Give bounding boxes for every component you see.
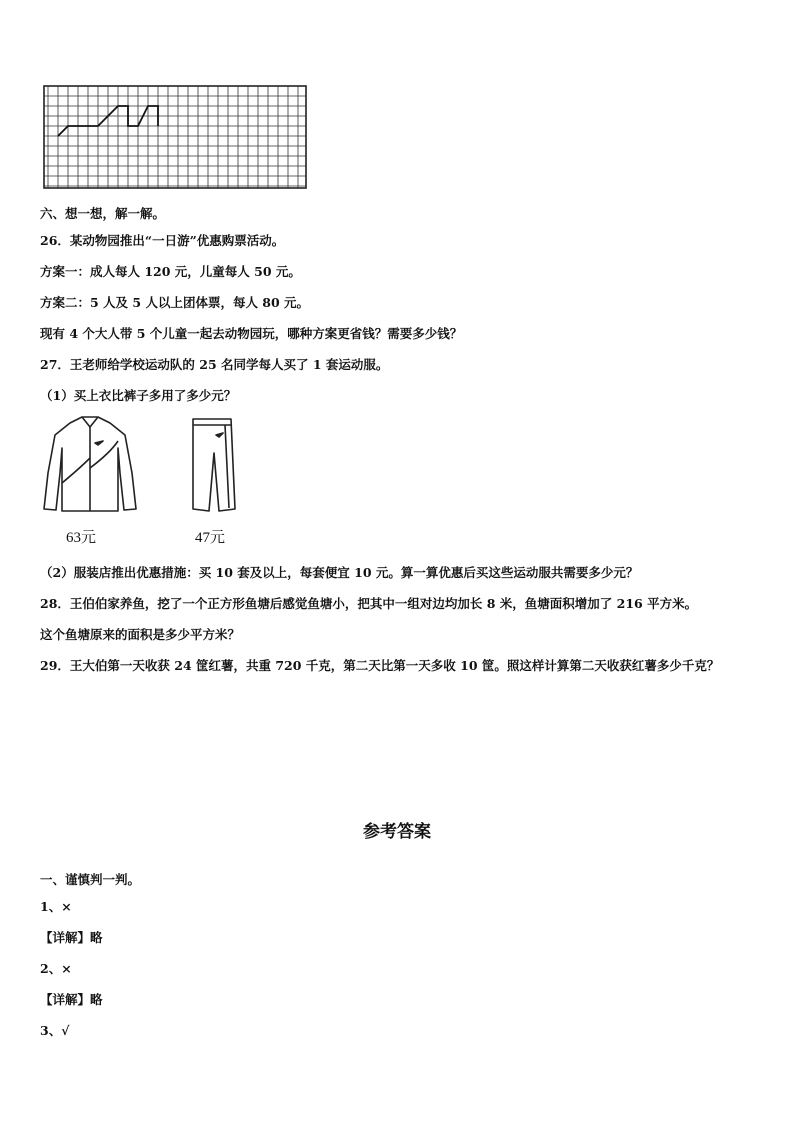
jacket-price: 63元	[66, 530, 97, 546]
pants-price: 47元	[195, 530, 226, 546]
grid-figure	[43, 85, 307, 189]
answers-title: 参考答案	[363, 822, 431, 842]
q27-part1: （1）买上衣比裤子多用了多少元？	[40, 388, 237, 403]
jacket-icon	[40, 413, 140, 513]
q27-part2: （2）服装店推出优惠措施：买 10 套及以上，每套便宜 10 元。算一算优惠后买这些运动服共需要多少元？	[40, 565, 639, 580]
answer-2: 2、×	[40, 961, 72, 976]
answer-3: 3、√	[40, 1023, 70, 1038]
q28-line1: 28．王伯伯家养鱼，挖了一个正方形鱼塘后感觉鱼塘小，把其中一组对边均加长 8 米，鱼塘面积增加了 216 平方米。	[40, 596, 698, 611]
q27-stem: 27．王老师给学校运动队的 25 名同学每人买了 1 套运动服。	[40, 357, 389, 372]
q26-stem: 26．某动物园推出“一日游”优惠购票活动。	[40, 233, 285, 248]
answer-1-detail: 【详解】略	[40, 930, 103, 945]
q26-plan1: 方案一：成人每人 120 元，儿童每人 50 元。	[40, 264, 301, 279]
pants-icon	[183, 413, 243, 513]
section6-heading: 六、想一想，解一解。	[40, 206, 166, 221]
q29-line: 29．王大伯第一天收获 24 筐红薯，共重 720 千克，第二天比第一天多收 10 筐。照这样计算第二天收获红薯多少千克？	[40, 658, 720, 673]
answer-2-detail: 【详解】略	[40, 992, 103, 1007]
q26-plan2: 方案二：5 人及 5 人以上团体票，每人 80 元。	[40, 295, 310, 310]
q28-line2: 这个鱼塘原来的面积是多少平方米？	[40, 627, 241, 642]
q26-question: 现有 4 个大人带 5 个儿童一起去动物园玩，哪种方案更省钱？需要多少钱？	[40, 326, 463, 341]
answer-1: 1、×	[40, 899, 72, 914]
answers-section1: 一、谨慎判一判。	[40, 872, 141, 887]
